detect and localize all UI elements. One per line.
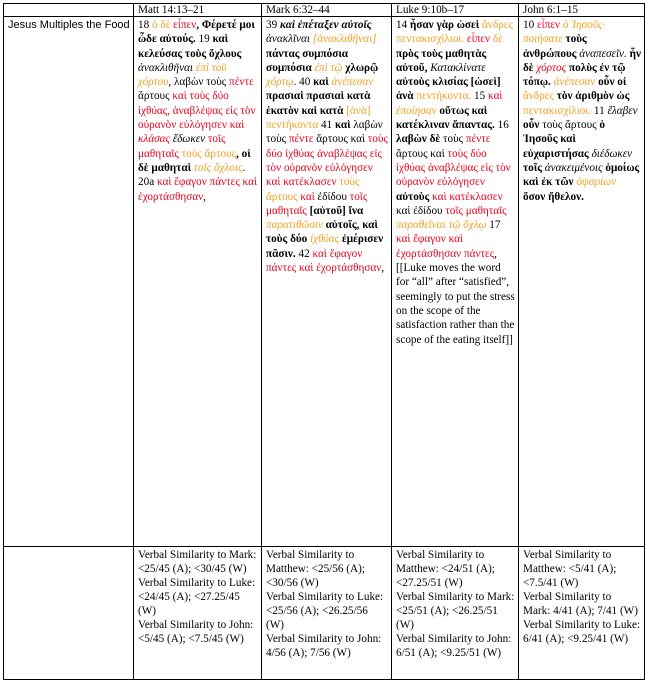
similarity-luke bbox=[392, 547, 519, 680]
header-row bbox=[4, 4, 645, 17]
greek-text-segment: ἔλαβεν bbox=[607, 104, 638, 117]
greek-text-segment: καὶ ἐδίδου bbox=[396, 204, 446, 217]
greek-text-segment: πρασιαὶ πρασιαὶ κατὰ ἑκατὸν καὶ κατὰ bbox=[266, 90, 371, 117]
greek-text-segment: καὶ bbox=[313, 76, 332, 89]
greek-text-segment: , οἱ δὲ μαθηταὶ bbox=[138, 147, 251, 174]
greek-text-segment: καὶ ἔφαγον καὶ ἐχορτάσθησαν πάντες bbox=[396, 233, 495, 260]
greek-text-segment: ἐπὶ τῷ bbox=[314, 61, 343, 74]
greek-text-segment: 14 bbox=[396, 19, 410, 31]
greek-text-segment: 19 bbox=[195, 33, 213, 46]
passage-row bbox=[4, 17, 645, 547]
similarity-line: Verbal Similarity to John: 4/56 (A); 7/56 (W) bbox=[266, 633, 382, 659]
similarity-line: Verbal Similarity to Luke: <24/45 (A); <27.25/45 (W) bbox=[138, 577, 256, 617]
greek-text-segment: ὁ Ἰησοῦς· ποιήσατε bbox=[523, 19, 606, 46]
greek-text-segment: καὶ ἐπέταξεν αὐτοῖς bbox=[279, 19, 372, 31]
greek-text-segment: ἄνδρες πεντακισχίλιοι. bbox=[396, 19, 513, 46]
greek-text-segment: λαβὼν τοὺς bbox=[266, 119, 383, 146]
greek-text-segment: λαβὼν δὲ bbox=[396, 133, 441, 146]
header-matt: Matt 14:13–21 bbox=[134, 4, 262, 17]
greek-text-segment: 15 bbox=[471, 90, 489, 103]
greek-text-segment: τοὺς ἀνθρώπους bbox=[523, 33, 587, 60]
similarity-line: Verbal Similarity to Luke: <25/56 (A); <26.25/56 (W) bbox=[266, 591, 384, 631]
greek-text-segment: ὅσον ἤθελον. bbox=[523, 190, 584, 203]
greek-text-segment: τοῖς μαθηταῖς bbox=[445, 204, 507, 217]
greek-text-segment: ἀναπεσεῖν. bbox=[576, 47, 627, 60]
greek-text-segment: , bbox=[203, 190, 206, 203]
greek-text-segment: ἦσαν γὰρ ὡσεὶ bbox=[409, 19, 480, 31]
header-luke: Luke 9:10b–17 bbox=[392, 4, 519, 17]
greek-text-segment: ὁμοίως καὶ ἐκ τῶν bbox=[523, 161, 640, 189]
greek-text-segment: 10 bbox=[523, 19, 537, 31]
greek-text-segment: παραθεῖναι τῷ ὄχλῳ bbox=[396, 219, 487, 232]
greek-text-segment: καὶ bbox=[297, 190, 315, 203]
greek-text-segment: ἀνακλῖναι bbox=[266, 33, 313, 46]
greek-text-segment: , bbox=[381, 262, 385, 275]
header-empty bbox=[4, 4, 134, 17]
greek-text-segment: οὕτως καὶ κατέκλιναν ἅπαντας. bbox=[396, 104, 495, 132]
greek-text-segment: χλωρῷ bbox=[342, 61, 379, 74]
similarity-line: Verbal Similarity to Matthew: <24/51 (A); <27.25/51 (W) bbox=[396, 549, 495, 589]
greek-text-segment: τὸν ἀριθμὸν ὡς bbox=[553, 90, 630, 103]
passage-mark bbox=[262, 17, 392, 547]
greek-text-segment: πρὸς τοὺς μαθητὰς αὐτοῦ, bbox=[396, 47, 487, 74]
greek-text-segment: ἰχθύας bbox=[307, 233, 340, 246]
greek-text-segment: [ἀνὰ] bbox=[346, 104, 371, 117]
similarity-line: Verbal Similarity to Matthew: <25/56 (A); <30/56 (W) bbox=[266, 549, 365, 589]
greek-text-segment: πολὺς ἐν τῷ τόπῳ. bbox=[523, 61, 626, 89]
greek-text-segment: πεντήκοντα. bbox=[413, 90, 472, 103]
greek-text-segment: καὶ bbox=[488, 90, 503, 103]
greek-text-segment: καὶ τοὺς δύο ἰχθύας, ἀναβλέψας εἰς τὸν οὐρανὸν εὐλόγησεν καὶ bbox=[138, 90, 256, 132]
greek-text-segment: ἐμέρισεν πᾶσιν. bbox=[266, 233, 384, 260]
header-mark: Mark 6:32–44 bbox=[262, 4, 392, 17]
greek-text-segment: τοὺς δύο ἰχθύας ἀναβλέψας εἰς τὸν οὐρανὸν εὐλόγησεν bbox=[396, 147, 511, 189]
greek-text-segment: τοῖς μαθηταῖς bbox=[138, 133, 226, 160]
greek-text-segment: 41 bbox=[318, 119, 335, 132]
similarity-matt bbox=[134, 547, 262, 680]
greek-text-segment: καὶ κατέκλασεν bbox=[429, 190, 503, 203]
greek-text-segment: καὶ ἔφαγον πάντες καὶ ἐχορτάσθησαν bbox=[138, 176, 257, 203]
greek-text-segment: πέντε bbox=[465, 133, 491, 146]
synopsis-table bbox=[3, 3, 645, 680]
row-label: Jesus Multiples the Food bbox=[4, 17, 134, 547]
greek-text-segment: 16 bbox=[494, 119, 509, 132]
greek-text-segment: ἀνέπεσαν bbox=[331, 76, 374, 89]
greek-text-segment: ἄνδρες bbox=[523, 90, 554, 103]
greek-text-segment: Κατακλίνατε bbox=[427, 61, 486, 74]
greek-text-segment: ἀνακλιθῆναι bbox=[138, 61, 196, 74]
greek-text-segment: αὐτοὺς κλισίας [ὡσεὶ] ἀνὰ bbox=[396, 76, 501, 103]
greek-text-segment: τοὺς δύο ἰχθύας ἀναβλέψας εἰς τὸν οὐρανὸν εὐλόγησεν καὶ κατέκλασεν bbox=[266, 133, 388, 189]
greek-text-segment: εἶπεν bbox=[536, 19, 561, 31]
greek-text-segment: 42 bbox=[295, 247, 313, 260]
similarity-label-empty bbox=[4, 547, 134, 680]
greek-text-segment: οὖν bbox=[523, 119, 540, 132]
passage-matt bbox=[134, 17, 262, 547]
similarity-line: Verbal Similarity to Mark: <25/45 (A); <30/45 (W) bbox=[138, 549, 257, 575]
greek-text-segment: τοῖς μαθηταῖς bbox=[266, 190, 368, 217]
greek-text-segment: . 40 bbox=[293, 76, 314, 89]
similarity-john bbox=[519, 547, 645, 680]
greek-text-segment: εἶπεν bbox=[464, 33, 491, 46]
greek-text-segment: παρατιθῶσιν bbox=[266, 219, 323, 232]
greek-text-segment: τοὺς ἄρτους bbox=[181, 147, 237, 160]
greek-text-segment: 18 bbox=[138, 19, 152, 31]
greek-text-segment: καὶ ἔφαγον πάντες καὶ ἐχορτάσθησαν bbox=[266, 247, 382, 275]
greek-text-segment: , Φέρετέ μοι ὧδε αὐτούς. bbox=[138, 19, 255, 46]
similarity-line: Verbal Similarity to Luke: 6/41 (A); <9.25/41 (W) bbox=[523, 619, 641, 645]
greek-text-segment: ἐποίησαν bbox=[396, 104, 437, 117]
greek-text-segment: καὶ bbox=[334, 119, 351, 132]
greek-text-segment: κλάσας bbox=[138, 133, 171, 146]
greek-text-segment: ἦν δὲ bbox=[523, 47, 641, 74]
greek-text-segment: ἀνέπεσαν bbox=[550, 76, 596, 89]
greek-text-segment: πεντήκοντα bbox=[266, 119, 319, 132]
greek-text-segment: αὐτοὺς bbox=[396, 190, 430, 203]
greek-text-segment: δὲ bbox=[490, 33, 503, 46]
greek-text-segment: 39 bbox=[266, 19, 280, 31]
greek-text-segment: τοὺς bbox=[440, 133, 466, 146]
greek-text-segment: πάντας συμπόσια συμπόσια bbox=[266, 47, 349, 74]
greek-text-segment: , [[Luke moves the word for “all” after “satisfied”, seemingly to put the stress on the scope of the satisfaction rather than the scope of the eating itself]] bbox=[396, 247, 515, 346]
greek-text-segment: ἔδωκεν bbox=[170, 133, 208, 146]
greek-text-segment: πέντε bbox=[229, 76, 254, 89]
greek-text-segment: ὁ δὲ bbox=[151, 19, 174, 31]
greek-text-segment: αὐτοῖς, καὶ τοὺς δύο bbox=[266, 219, 378, 246]
greek-text-segment: χόρτῳ bbox=[266, 76, 294, 89]
similarity-row bbox=[4, 547, 645, 680]
greek-text-segment: ὁ Ἰησοῦς καὶ εὐχαριστήσας bbox=[523, 119, 605, 160]
greek-text-segment: οὖν οἱ bbox=[595, 76, 627, 89]
greek-text-segment: τοῖς bbox=[523, 161, 542, 174]
greek-text-segment: τοὺς ἄρτους bbox=[266, 176, 360, 203]
greek-text-segment: ἄρτους καὶ bbox=[313, 133, 368, 146]
header-john: John 6:1–15 bbox=[519, 4, 645, 17]
greek-text-segment: ἀνακειμένοις bbox=[541, 161, 603, 174]
greek-text-segment: 11 bbox=[591, 104, 608, 117]
greek-text-segment: [αὐτοῦ] ἵνα bbox=[306, 204, 364, 217]
passage-luke bbox=[392, 17, 519, 547]
similarity-line: Verbal Similarity to John: <5/45 (A); <7.5/45 (W) bbox=[138, 619, 254, 645]
greek-text-segment: 17 bbox=[486, 219, 501, 232]
greek-text-segment: [ἀνακλιθῆναι] bbox=[312, 33, 377, 46]
greek-text-segment: τοὺς ἄρτους bbox=[539, 119, 600, 132]
greek-text-segment: , λαβὼν τοὺς bbox=[168, 76, 230, 89]
similarity-line: Verbal Similarity to Matthew: <5/41 (A); <7.5/41 (W) bbox=[523, 549, 617, 589]
passage-john bbox=[519, 17, 645, 547]
greek-text-segment: . 20a bbox=[138, 161, 246, 189]
greek-text-segment: ἐδίδου bbox=[314, 190, 350, 203]
greek-text-segment: ἄρτους καὶ bbox=[396, 147, 448, 160]
greek-text-segment: ἐπὶ τοῦ χόρτου bbox=[138, 61, 227, 89]
similarity-line: Verbal Similarity to Mark: <25/51 (A); <26.25/51 (W) bbox=[396, 591, 515, 631]
greek-text-segment: ἄρτους bbox=[138, 90, 173, 103]
similarity-mark bbox=[262, 547, 392, 680]
greek-text-segment: καὶ κελεύσας τοὺς ὄχλους bbox=[138, 33, 242, 60]
similarity-line: Verbal Similarity to Mark: 4/41 (A); 7/41 (W) bbox=[523, 591, 638, 617]
greek-text-segment: πέντε bbox=[288, 133, 314, 146]
greek-text-segment: χόρτος bbox=[533, 61, 567, 74]
greek-text-segment: τοῖς ὄχλοις bbox=[193, 161, 243, 174]
greek-text-segment: διέδωκεν bbox=[588, 147, 633, 160]
greek-text-segment: ὀψαρίων bbox=[573, 176, 617, 189]
greek-text-segment: πεντακισχίλιοι. bbox=[523, 104, 592, 117]
greek-text-segment: εἶπεν bbox=[173, 19, 197, 31]
similarity-line: Verbal Similarity to John: 6/51 (A); <9.25/51 (W) bbox=[396, 633, 512, 659]
